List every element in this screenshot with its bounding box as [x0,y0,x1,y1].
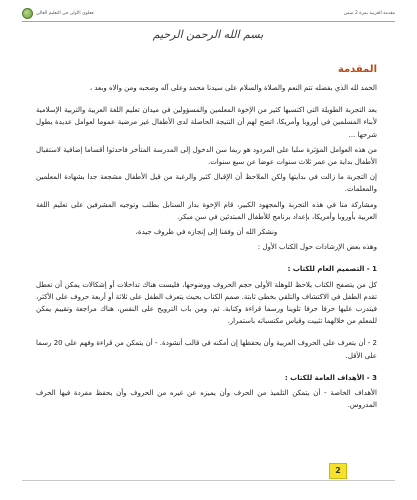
paragraph-thanks: ونشكر الله أن وفقنا إلى إنجازه في ظروف جيدة، [135,228,278,237]
paragraph-specific-goals: الأهداف الخاصة - أن يتمكن التلميذ من الحرف وأن يميزه عن غيره من الحروف وأن يحفظ مفردة فيها الحرف المدروس. [36,389,377,410]
publisher-logo-icon [22,8,33,19]
page-header [22,6,395,20]
header-divider [22,21,395,22]
section-title: المقدمة [337,64,377,75]
page-number-badge: 2 [329,463,347,479]
heading-general-goals: 3 - الأهداف العامة للكتاب : [284,373,377,382]
footer-divider [22,480,395,481]
paragraph-opening: الحمد لله الذي بفضله تتم النعم والصلاة والسلام على سيدنا محمد وعلى آله وصحبه ومن والاه وبعد ، [89,84,377,92]
basmala-calligraphy: بسم الله الرحمن الرحيم [152,28,264,41]
paragraph-general-design: كل من يتصفح الكتاب يلاحظ للوهلة الأولى حجم الحروف ووضوحها، فليست هناك تداخلات أو إشكالات يمكن أن تعطل تقدم الطفل في الاكتشاف والتلقي بخطى ثابتة. صمم الكتاب بحيث يتعرف الطفل على ثلاثة أو أربعة حروف على الأكثر، فيتدرب عليها حرفا حرفا تلوينا ورسما قراءة وكتابة. ثم، ومن باب الترويح على النفس، هناك مراجعة وتقييم يمكن للمعلم من خلالهما تثبيت وقياس مكتسباته باستمرار. [36,280,377,326]
heading-general-design: 1 - التصميم العام للكتاب : [287,265,377,274]
header-left-text: فعلوي الأولى في التعليم العالي [36,10,94,16]
paragraph-factors: من هذه العوامل المؤثرة سلبا على المردود هو ربما سن الدخول إلى المدرسة المتأخر فاحدثوا أقساما إضافية لاستقبال الأطفال بداية من عمر ثلاث سنوات عوضا عن سبع سنوات. [36,145,377,167]
paragraph-guidelines-intro: وهذه بعض الإرشادات حول الكتاب الأول : [257,243,377,252]
paragraph-participation: ومشاركة منا في هذه التجربة والمجهود الكبير، قام الإخوة بدار السنابل بطلب وتوجيه المشرفين على تعليم اللغة العربية بأوروبا وأمريكا، بإعداد برنامج للأطفال المبتدئين في سن مبكر. [36,200,377,221]
paragraph-objectives: 2 - أن يتعرف على الحروف العربية وأن يحفظها إن أمكنه في قالب أنشودة. - أن يتمكن من قراءة وفهم على 20 رسما على الأقل. [36,339,377,360]
body-text [36,82,377,414]
header-right-text: مقدمة العربية بمرة 2 ضمن [343,10,395,16]
paragraph-experiment: إن التجربة ما زالت في بدايتها ولكن الملاحظ أن الإقبال كثير والرغبة من قبل الأطفال مشجعة جدا بشهادة المعلمين والمعلمات. [36,173,377,194]
paragraph-experience: بعد التجربة الطويلة التي اكتسبها كثير من الإخوة المعلمين والمسؤولين في ميدان تعليم اللغة العربية والتربية الإسلامية لأبناء المسلمين في أوروبا وأمريكا، اتضح لهم أن النتيجة الحاصلة لدى الأطفال غير مرضية عموما لعوامل عديدة يطول شرحها ... [36,106,377,139]
header-left [22,8,94,19]
